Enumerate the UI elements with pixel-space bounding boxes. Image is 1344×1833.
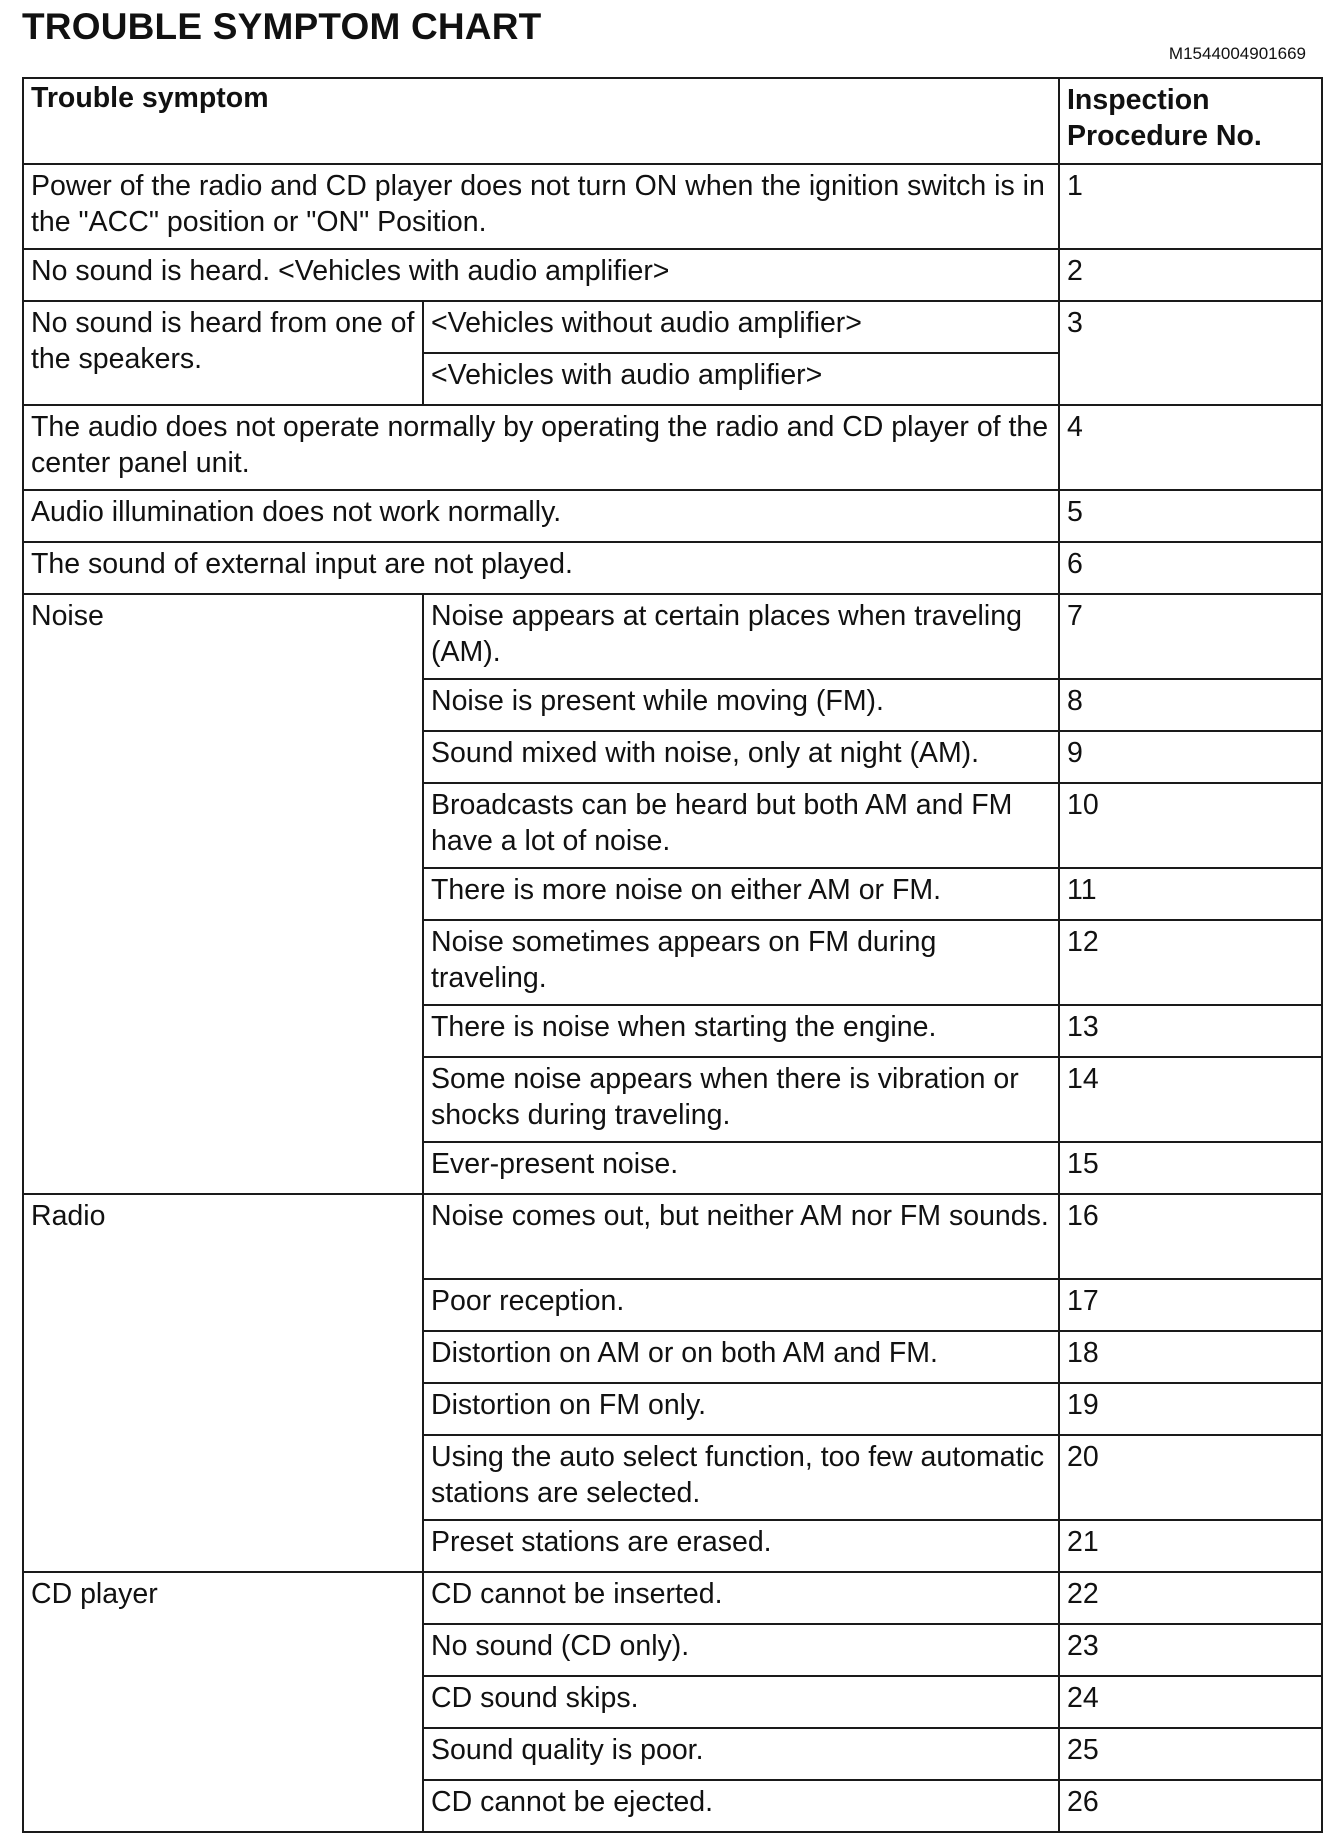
symptom-cell: The audio does not operate normally by operating the radio and CD player of the center panel unit. [23,405,1059,490]
symptom-cell: Using the auto select function, too few automatic stations are selected. [423,1435,1059,1520]
procedure-number-cell: 4 [1059,405,1322,490]
table-row [23,1572,1322,1624]
symptom-cell: CD cannot be inserted. [423,1572,1059,1624]
procedure-number-cell: 12 [1059,920,1322,1005]
category-cell: No sound is heard from one of the speakers. [23,301,423,405]
symptom-cell: Distortion on FM only. [423,1383,1059,1435]
procedure-number-cell: 20 [1059,1435,1322,1520]
procedure-number-cell: 26 [1059,1780,1322,1832]
header-inspection-line1: Inspection [1067,84,1210,116]
table-row [23,301,1322,353]
header-trouble-symptom: Trouble symptom [23,78,1059,164]
symptom-cell: No sound (CD only). [423,1624,1059,1676]
symptom-cell: Ever-present noise. [423,1142,1059,1194]
procedure-number-cell: 18 [1059,1331,1322,1383]
procedure-number-cell: 13 [1059,1005,1322,1057]
header-inspection-line2: Procedure No. [1067,120,1262,152]
symptom-cell: No sound is heard. <Vehicles with audio amplifier> [23,249,1059,301]
table-row [23,594,1322,679]
table-row [23,1194,1322,1279]
table-row [23,405,1322,490]
procedure-number-cell: 1 [1059,164,1322,249]
procedure-number-cell: 2 [1059,249,1322,301]
page-title: TROUBLE SYMPTOM CHART [22,6,542,47]
category-noise: Noise [23,594,423,1194]
symptom-cell: <Vehicles with audio amplifier> [423,353,1059,405]
symptom-cell: Noise sometimes appears on FM during traveling. [423,920,1059,1005]
procedure-number-cell: 17 [1059,1279,1322,1331]
symptom-cell: There is more noise on either AM or FM. [423,868,1059,920]
header-inspection-procedure [1059,78,1322,164]
procedure-number-cell: 7 [1059,594,1322,679]
procedure-number-cell: 9 [1059,731,1322,783]
symptom-cell: There is noise when starting the engine. [423,1005,1059,1057]
symptom-cell: <Vehicles without audio amplifier> [423,301,1059,353]
symptom-cell: CD sound skips. [423,1676,1059,1728]
symptom-cell: Some noise appears when there is vibration or shocks during traveling. [423,1057,1059,1142]
category-radio: Radio [23,1194,423,1572]
symptom-cell: Sound quality is poor. [423,1728,1059,1780]
symptom-cell: Preset stations are erased. [423,1520,1059,1572]
table-header-row [23,78,1322,164]
procedure-number-cell: 21 [1059,1520,1322,1572]
procedure-number-cell: 23 [1059,1624,1322,1676]
procedure-number-cell: 15 [1059,1142,1322,1194]
table-row [23,490,1322,542]
symptom-cell: Power of the radio and CD player does not turn ON when the ignition switch is in the "ACC" position or "ON" Position. [23,164,1059,249]
document-id: M1544004901669 [1168,44,1306,63]
symptom-cell: Audio illumination does not work normally. [23,490,1059,542]
table-row [23,542,1322,594]
category-cd-player: CD player [23,1572,423,1832]
table-row [23,249,1322,301]
procedure-number-cell: 6 [1059,542,1322,594]
procedure-number-cell: 16 [1059,1194,1322,1279]
procedure-number-cell: 19 [1059,1383,1322,1435]
procedure-number-cell: 22 [1059,1572,1322,1624]
symptom-cell: Sound mixed with noise, only at night (AM). [423,731,1059,783]
symptom-cell: Noise appears at certain places when traveling (AM). [423,594,1059,679]
procedure-number-cell: 11 [1059,868,1322,920]
procedure-number-cell: 24 [1059,1676,1322,1728]
procedure-number-cell: 10 [1059,783,1322,868]
symptom-cell: Noise comes out, but neither AM nor FM sounds. [423,1194,1059,1279]
symptom-cell: The sound of external input are not played. [23,542,1059,594]
symptom-cell: Distortion on AM or on both AM and FM. [423,1331,1059,1383]
procedure-number-cell: 3 [1059,301,1322,405]
symptom-cell: Poor reception. [423,1279,1059,1331]
procedure-number-cell: 8 [1059,679,1322,731]
procedure-number-cell: 5 [1059,490,1322,542]
symptom-cell: Noise is present while moving (FM). [423,679,1059,731]
symptom-cell: Broadcasts can be heard but both AM and FM have a lot of noise. [423,783,1059,868]
table-row [23,164,1322,249]
symptom-cell: CD cannot be ejected. [423,1780,1059,1832]
trouble-symptom-table [22,77,1323,1833]
procedure-number-cell: 25 [1059,1728,1322,1780]
procedure-number-cell: 14 [1059,1057,1322,1142]
